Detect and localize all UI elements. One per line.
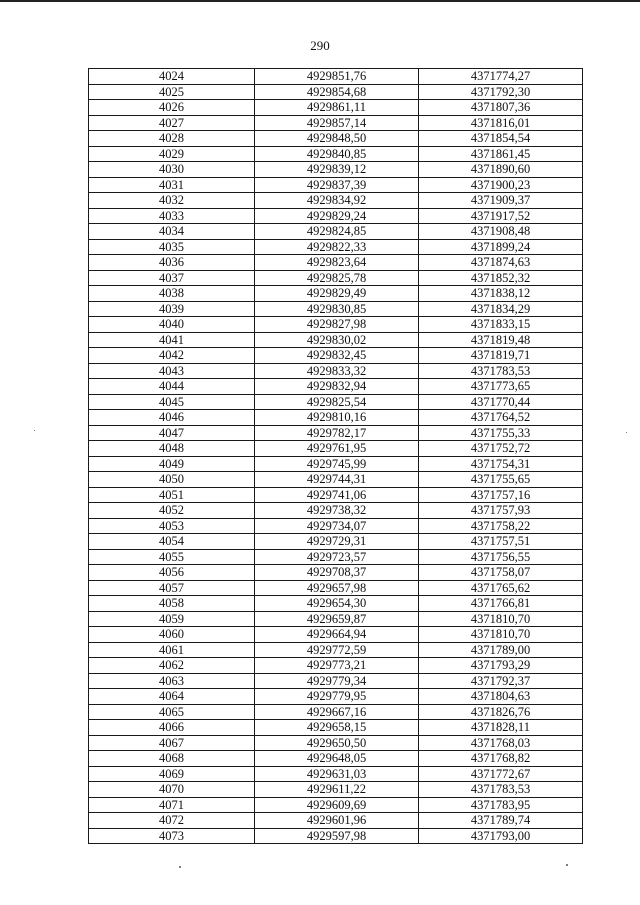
- x-coordinate-cell: 4929650,50: [255, 735, 419, 751]
- point-number-cell: 4046: [89, 410, 255, 426]
- point-number-cell: 4042: [89, 348, 255, 364]
- y-coordinate-cell: 4371917,52: [419, 208, 583, 224]
- point-number-cell: 4024: [89, 69, 255, 85]
- table-row: [89, 673, 583, 689]
- table-row: [89, 704, 583, 720]
- x-coordinate-cell: 4929738,32: [255, 503, 419, 519]
- point-number-cell: 4056: [89, 565, 255, 581]
- point-number-cell: 4049: [89, 456, 255, 472]
- table-row: [89, 658, 583, 674]
- table-row: [89, 472, 583, 488]
- y-coordinate-cell: 4371773,65: [419, 379, 583, 395]
- x-coordinate-cell: 4929822,33: [255, 239, 419, 255]
- y-coordinate-cell: 4371861,45: [419, 146, 583, 162]
- y-coordinate-cell: 4371757,16: [419, 487, 583, 503]
- point-number-cell: 4030: [89, 162, 255, 178]
- x-coordinate-cell: 4929654,30: [255, 596, 419, 612]
- x-coordinate-cell: 4929861,11: [255, 100, 419, 116]
- table-row: [89, 549, 583, 565]
- x-coordinate-cell: 4929825,54: [255, 394, 419, 410]
- point-number-cell: 4070: [89, 782, 255, 798]
- point-number-cell: 4028: [89, 131, 255, 147]
- table-row: [89, 363, 583, 379]
- x-coordinate-cell: 4929664,94: [255, 627, 419, 643]
- x-coordinate-cell: 4929830,02: [255, 332, 419, 348]
- x-coordinate-cell: 4929773,21: [255, 658, 419, 674]
- table-row: [89, 720, 583, 736]
- y-coordinate-cell: 4371765,62: [419, 580, 583, 596]
- table-row: [89, 379, 583, 395]
- scan-speck: [626, 432, 627, 433]
- table-row: [89, 689, 583, 705]
- table-row: [89, 735, 583, 751]
- x-coordinate-cell: 4929837,39: [255, 177, 419, 193]
- x-coordinate-cell: 4929830,85: [255, 301, 419, 317]
- table-row: [89, 797, 583, 813]
- table-row: [89, 317, 583, 333]
- table-row: [89, 286, 583, 302]
- y-coordinate-cell: 4371816,01: [419, 115, 583, 131]
- y-coordinate-cell: 4371828,11: [419, 720, 583, 736]
- table-row: [89, 503, 583, 519]
- point-number-cell: 4055: [89, 549, 255, 565]
- point-number-cell: 4050: [89, 472, 255, 488]
- table-row: [89, 766, 583, 782]
- x-coordinate-cell: 4929779,34: [255, 673, 419, 689]
- point-number-cell: 4040: [89, 317, 255, 333]
- x-coordinate-cell: 4929723,57: [255, 549, 419, 565]
- table-row: [89, 611, 583, 627]
- page-number: 290: [310, 38, 330, 53]
- x-coordinate-cell: 4929848,50: [255, 131, 419, 147]
- y-coordinate-cell: 4371764,52: [419, 410, 583, 426]
- table-row: [89, 751, 583, 767]
- y-coordinate-cell: 4371772,67: [419, 766, 583, 782]
- y-coordinate-cell: 4371804,63: [419, 689, 583, 705]
- y-coordinate-cell: 4371833,15: [419, 317, 583, 333]
- point-number-cell: 4032: [89, 193, 255, 209]
- y-coordinate-cell: 4371783,53: [419, 782, 583, 798]
- table-row: [89, 596, 583, 612]
- point-number-cell: 4054: [89, 534, 255, 550]
- point-number-cell: 4035: [89, 239, 255, 255]
- coordinates-table-body: [89, 69, 583, 844]
- x-coordinate-cell: 4929839,12: [255, 162, 419, 178]
- x-coordinate-cell: 4929823,64: [255, 255, 419, 271]
- table-row: [89, 534, 583, 550]
- table-row: [89, 69, 583, 85]
- x-coordinate-cell: 4929708,37: [255, 565, 419, 581]
- point-number-cell: 4068: [89, 751, 255, 767]
- point-number-cell: 4029: [89, 146, 255, 162]
- table-row: [89, 208, 583, 224]
- y-coordinate-cell: 4371899,24: [419, 239, 583, 255]
- table-row: [89, 239, 583, 255]
- x-coordinate-cell: 4929825,78: [255, 270, 419, 286]
- point-number-cell: 4060: [89, 627, 255, 643]
- table-row: [89, 782, 583, 798]
- x-coordinate-cell: 4929832,94: [255, 379, 419, 395]
- x-coordinate-cell: 4929779,95: [255, 689, 419, 705]
- y-coordinate-cell: 4371754,31: [419, 456, 583, 472]
- scan-speck: [34, 430, 35, 431]
- y-coordinate-cell: 4371789,74: [419, 813, 583, 829]
- x-coordinate-cell: 4929658,15: [255, 720, 419, 736]
- table-row: [89, 441, 583, 457]
- x-coordinate-cell: 4929782,17: [255, 425, 419, 441]
- point-number-cell: 4047: [89, 425, 255, 441]
- y-coordinate-cell: 4371783,53: [419, 363, 583, 379]
- point-number-cell: 4033: [89, 208, 255, 224]
- y-coordinate-cell: 4371789,00: [419, 642, 583, 658]
- point-number-cell: 4066: [89, 720, 255, 736]
- point-number-cell: 4059: [89, 611, 255, 627]
- y-coordinate-cell: 4371758,07: [419, 565, 583, 581]
- y-coordinate-cell: 4371774,27: [419, 69, 583, 85]
- x-coordinate-cell: 4929611,22: [255, 782, 419, 798]
- x-coordinate-cell: 4929829,24: [255, 208, 419, 224]
- x-coordinate-cell: 4929834,92: [255, 193, 419, 209]
- point-number-cell: 4026: [89, 100, 255, 116]
- x-coordinate-cell: 4929829,49: [255, 286, 419, 302]
- table-row: [89, 410, 583, 426]
- x-coordinate-cell: 4929667,16: [255, 704, 419, 720]
- scan-speck: [566, 864, 568, 866]
- table-row: [89, 146, 583, 162]
- x-coordinate-cell: 4929734,07: [255, 518, 419, 534]
- y-coordinate-cell: 4371838,12: [419, 286, 583, 302]
- y-coordinate-cell: 4371890,60: [419, 162, 583, 178]
- table-row: [89, 131, 583, 147]
- table-row: [89, 518, 583, 534]
- point-number-cell: 4037: [89, 270, 255, 286]
- table-row: [89, 255, 583, 271]
- point-number-cell: 4051: [89, 487, 255, 503]
- table-row: [89, 425, 583, 441]
- x-coordinate-cell: 4929601,96: [255, 813, 419, 829]
- point-number-cell: 4025: [89, 84, 255, 100]
- x-coordinate-cell: 4929833,32: [255, 363, 419, 379]
- y-coordinate-cell: 4371768,03: [419, 735, 583, 751]
- point-number-cell: 4034: [89, 224, 255, 240]
- x-coordinate-cell: 4929851,76: [255, 69, 419, 85]
- point-number-cell: 4039: [89, 301, 255, 317]
- x-coordinate-cell: 4929729,31: [255, 534, 419, 550]
- table-row: [89, 565, 583, 581]
- point-number-cell: 4038: [89, 286, 255, 302]
- x-coordinate-cell: 4929597,98: [255, 828, 419, 844]
- scan-speck: [179, 866, 181, 868]
- x-coordinate-cell: 4929648,05: [255, 751, 419, 767]
- y-coordinate-cell: 4371900,23: [419, 177, 583, 193]
- point-number-cell: 4062: [89, 658, 255, 674]
- table-row: [89, 162, 583, 178]
- x-coordinate-cell: 4929854,68: [255, 84, 419, 100]
- point-number-cell: 4072: [89, 813, 255, 829]
- point-number-cell: 4065: [89, 704, 255, 720]
- table-row: [89, 813, 583, 829]
- point-number-cell: 4064: [89, 689, 255, 705]
- table-row: [89, 456, 583, 472]
- y-coordinate-cell: 4371909,37: [419, 193, 583, 209]
- y-coordinate-cell: 4371908,48: [419, 224, 583, 240]
- y-coordinate-cell: 4371783,95: [419, 797, 583, 813]
- point-number-cell: 4036: [89, 255, 255, 271]
- point-number-cell: 4044: [89, 379, 255, 395]
- table-row: [89, 394, 583, 410]
- y-coordinate-cell: 4371810,70: [419, 627, 583, 643]
- y-coordinate-cell: 4371792,30: [419, 84, 583, 100]
- y-coordinate-cell: 4371819,48: [419, 332, 583, 348]
- y-coordinate-cell: 4371852,32: [419, 270, 583, 286]
- table-row: [89, 115, 583, 131]
- y-coordinate-cell: 4371755,65: [419, 472, 583, 488]
- point-number-cell: 4048: [89, 441, 255, 457]
- point-number-cell: 4071: [89, 797, 255, 813]
- table-row: [89, 177, 583, 193]
- point-number-cell: 4061: [89, 642, 255, 658]
- y-coordinate-cell: 4371807,36: [419, 100, 583, 116]
- x-coordinate-cell: 4929631,03: [255, 766, 419, 782]
- x-coordinate-cell: 4929609,69: [255, 797, 419, 813]
- x-coordinate-cell: 4929832,45: [255, 348, 419, 364]
- y-coordinate-cell: 4371854,54: [419, 131, 583, 147]
- y-coordinate-cell: 4371810,70: [419, 611, 583, 627]
- y-coordinate-cell: 4371755,33: [419, 425, 583, 441]
- table-row: [89, 84, 583, 100]
- x-coordinate-cell: 4929659,87: [255, 611, 419, 627]
- y-coordinate-cell: 4371770,44: [419, 394, 583, 410]
- table-row: [89, 270, 583, 286]
- y-coordinate-cell: 4371792,37: [419, 673, 583, 689]
- point-number-cell: 4052: [89, 503, 255, 519]
- table-row: [89, 828, 583, 844]
- y-coordinate-cell: 4371766,81: [419, 596, 583, 612]
- table-row: [89, 224, 583, 240]
- x-coordinate-cell: 4929772,59: [255, 642, 419, 658]
- x-coordinate-cell: 4929840,85: [255, 146, 419, 162]
- table-row: [89, 301, 583, 317]
- x-coordinate-cell: 4929745,99: [255, 456, 419, 472]
- point-number-cell: 4058: [89, 596, 255, 612]
- x-coordinate-cell: 4929810,16: [255, 410, 419, 426]
- y-coordinate-cell: 4371757,51: [419, 534, 583, 550]
- y-coordinate-cell: 4371874,63: [419, 255, 583, 271]
- point-number-cell: 4031: [89, 177, 255, 193]
- x-coordinate-cell: 4929741,06: [255, 487, 419, 503]
- y-coordinate-cell: 4371793,29: [419, 658, 583, 674]
- x-coordinate-cell: 4929827,98: [255, 317, 419, 333]
- point-number-cell: 4067: [89, 735, 255, 751]
- point-number-cell: 4063: [89, 673, 255, 689]
- table-row: [89, 487, 583, 503]
- point-number-cell: 4073: [89, 828, 255, 844]
- table-row: [89, 627, 583, 643]
- top-border-line: [0, 0, 640, 2]
- table-row: [89, 642, 583, 658]
- x-coordinate-cell: 4929744,31: [255, 472, 419, 488]
- table-row: [89, 100, 583, 116]
- point-number-cell: 4069: [89, 766, 255, 782]
- point-number-cell: 4027: [89, 115, 255, 131]
- coordinates-table: [88, 68, 583, 844]
- x-coordinate-cell: 4929824,85: [255, 224, 419, 240]
- y-coordinate-cell: 4371793,00: [419, 828, 583, 844]
- table-row: [89, 332, 583, 348]
- table-row: [89, 193, 583, 209]
- x-coordinate-cell: 4929657,98: [255, 580, 419, 596]
- x-coordinate-cell: 4929761,95: [255, 441, 419, 457]
- y-coordinate-cell: 4371752,72: [419, 441, 583, 457]
- y-coordinate-cell: 4371758,22: [419, 518, 583, 534]
- point-number-cell: 4053: [89, 518, 255, 534]
- y-coordinate-cell: 4371819,71: [419, 348, 583, 364]
- table-row: [89, 348, 583, 364]
- y-coordinate-cell: 4371756,55: [419, 549, 583, 565]
- x-coordinate-cell: 4929857,14: [255, 115, 419, 131]
- point-number-cell: 4057: [89, 580, 255, 596]
- point-number-cell: 4045: [89, 394, 255, 410]
- y-coordinate-cell: 4371768,82: [419, 751, 583, 767]
- point-number-cell: 4043: [89, 363, 255, 379]
- y-coordinate-cell: 4371757,93: [419, 503, 583, 519]
- y-coordinate-cell: 4371834,29: [419, 301, 583, 317]
- point-number-cell: 4041: [89, 332, 255, 348]
- table-row: [89, 580, 583, 596]
- y-coordinate-cell: 4371826,76: [419, 704, 583, 720]
